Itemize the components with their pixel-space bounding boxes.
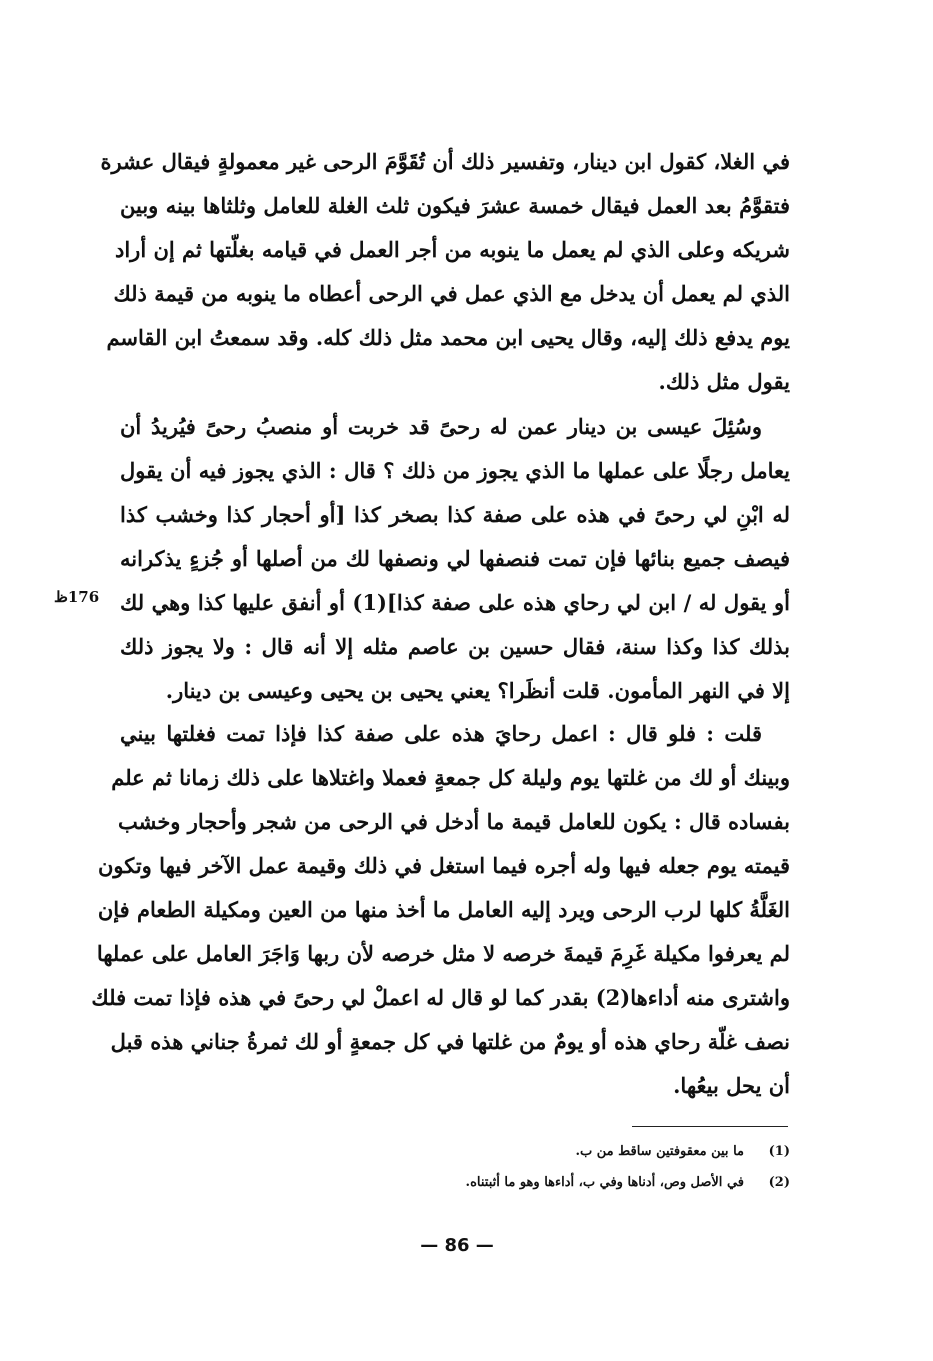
- footnote-number: (1): [768, 1144, 790, 1159]
- text-line: يعامل رجلًا على عملها ما الذي يجوز من ذلك ؟ قال : الذي يجوز فيه أن يقول: [120, 458, 790, 483]
- footnote-number: (2): [768, 1175, 790, 1190]
- text-line: له ابْنِ لي رحىً في هذه على صفة كذا بصخر كذا [أو أحجار كذا وخشب كذا: [120, 502, 790, 527]
- text-line: الذي لم يعمل أن يدخل مع الذي عمل في الرحى أعطاه ما ينوبه من قيمة ذلك: [113, 281, 790, 306]
- text-line: فيصف جميع بنائها فإن تمت فنصفها لي ونصفها لك من أصلها أو جُزءٍ يذكرانه: [120, 546, 790, 571]
- text-line: إلا في النهر المأمون. قلت أنظَرا؟ يعني يحيى بن يحيى وعيسى بن دينار.: [165, 678, 790, 703]
- text-line: لم يعرفوا مكيلة غَرِمَ قيمةَ خرصه لا مثل خرصه لأن ربها وَاجَرَ العامل على عملها: [96, 941, 790, 966]
- text-line: شريكه وعلى الذي لم يعمل ما ينوبه من أجر العمل في قيامه بغلّتها ثم إن أراد: [115, 237, 790, 262]
- text-line: قيمته يوم جعله فيها وله أجره فيما استغل في ذلك وقيمة عمل الآخر فيها وتكون: [97, 853, 790, 878]
- text-line: يوم يدفع ذلك إليه، وقال يحيى ابن محمد مثل ذلك كله. وقد سمعتُ ابن القاسم: [106, 325, 790, 350]
- footnote-1: [330, 1136, 790, 1167]
- text-line: أن يحل بيعُها.: [673, 1073, 790, 1098]
- page-number: — 86 —: [420, 1235, 494, 1256]
- text-line: وسُئِلَ عيسى بن دينار عمن له رحىً قد خربت أو منصبُ رحىً فيُريدُ أن: [120, 414, 762, 439]
- text-line: في الغلا، كقول ابن دينار، وتفسير ذلك أن تُقَوَّمَ الرحى غير معمولةٍ فيقال عشرة: [100, 149, 790, 174]
- text-line: نصف غلّة رحاي هذه أو يومٌ من غلتها في كل جمعةٍ أو لك ثمرةُ جناني هذه قبل: [110, 1029, 790, 1054]
- paragraph-3: [91, 712, 790, 1108]
- footnote-2: [330, 1167, 790, 1198]
- footnote-text: في الأصل وص، أدناها وفي ب، أداءها وهو ما أثبتناه.: [465, 1175, 744, 1190]
- text-line: الغَلَّةُ كلها لرب الرحى ويرد إليه العامل ما أخذ منها من العين ومكيلة الطعام فإن: [97, 897, 790, 922]
- text-line: أو يقول له / ابن لي رحاي هذه على صفة كذا](1) أو أنفق عليها كذا وهي لك: [120, 590, 790, 615]
- text-line: بفساده قال : يكون للعامل قيمة ما أدخل في الرحى من شجر وأحجار وخشب: [117, 809, 790, 834]
- text-line: فتقوَّمُ بعد العمل فيقال خمسة عشرَ فيكون ثلث الغلة للعامل وثلثاها بينه وبين: [120, 193, 790, 218]
- margin-folio-note: 176ظ: [54, 588, 100, 606]
- text-line: وبينك أو لك من غلتها يوم وليلة كل جمعةٍ فعملا واغتلاها على ذلك زمانا ثم علم: [111, 765, 790, 790]
- footnote-divider: [632, 1126, 788, 1127]
- text-line: بذلك كذا وكذا سنة، فقال حسين بن عاصم مثله إلا أنه قال : ولا يجوز ذلك: [120, 634, 790, 659]
- paragraph-1: [100, 140, 790, 404]
- footnotes: [330, 1136, 790, 1198]
- footnote-text: ما بين معقوفتين ساقط من ب.: [575, 1144, 744, 1159]
- paragraph-2: [120, 405, 790, 713]
- text-line: قلت : فلو قال : اعمل رحايَ هذه على صفة كذا فإذا تمت فغلتها بيني: [120, 721, 762, 746]
- text-line: يقول مثل ذلك.: [658, 369, 790, 394]
- text-line: واشترى منه أداءها(2) بقدر كما لو قال له اعملْ لي رحىً في هذه فإذا تمت فلك: [91, 985, 790, 1010]
